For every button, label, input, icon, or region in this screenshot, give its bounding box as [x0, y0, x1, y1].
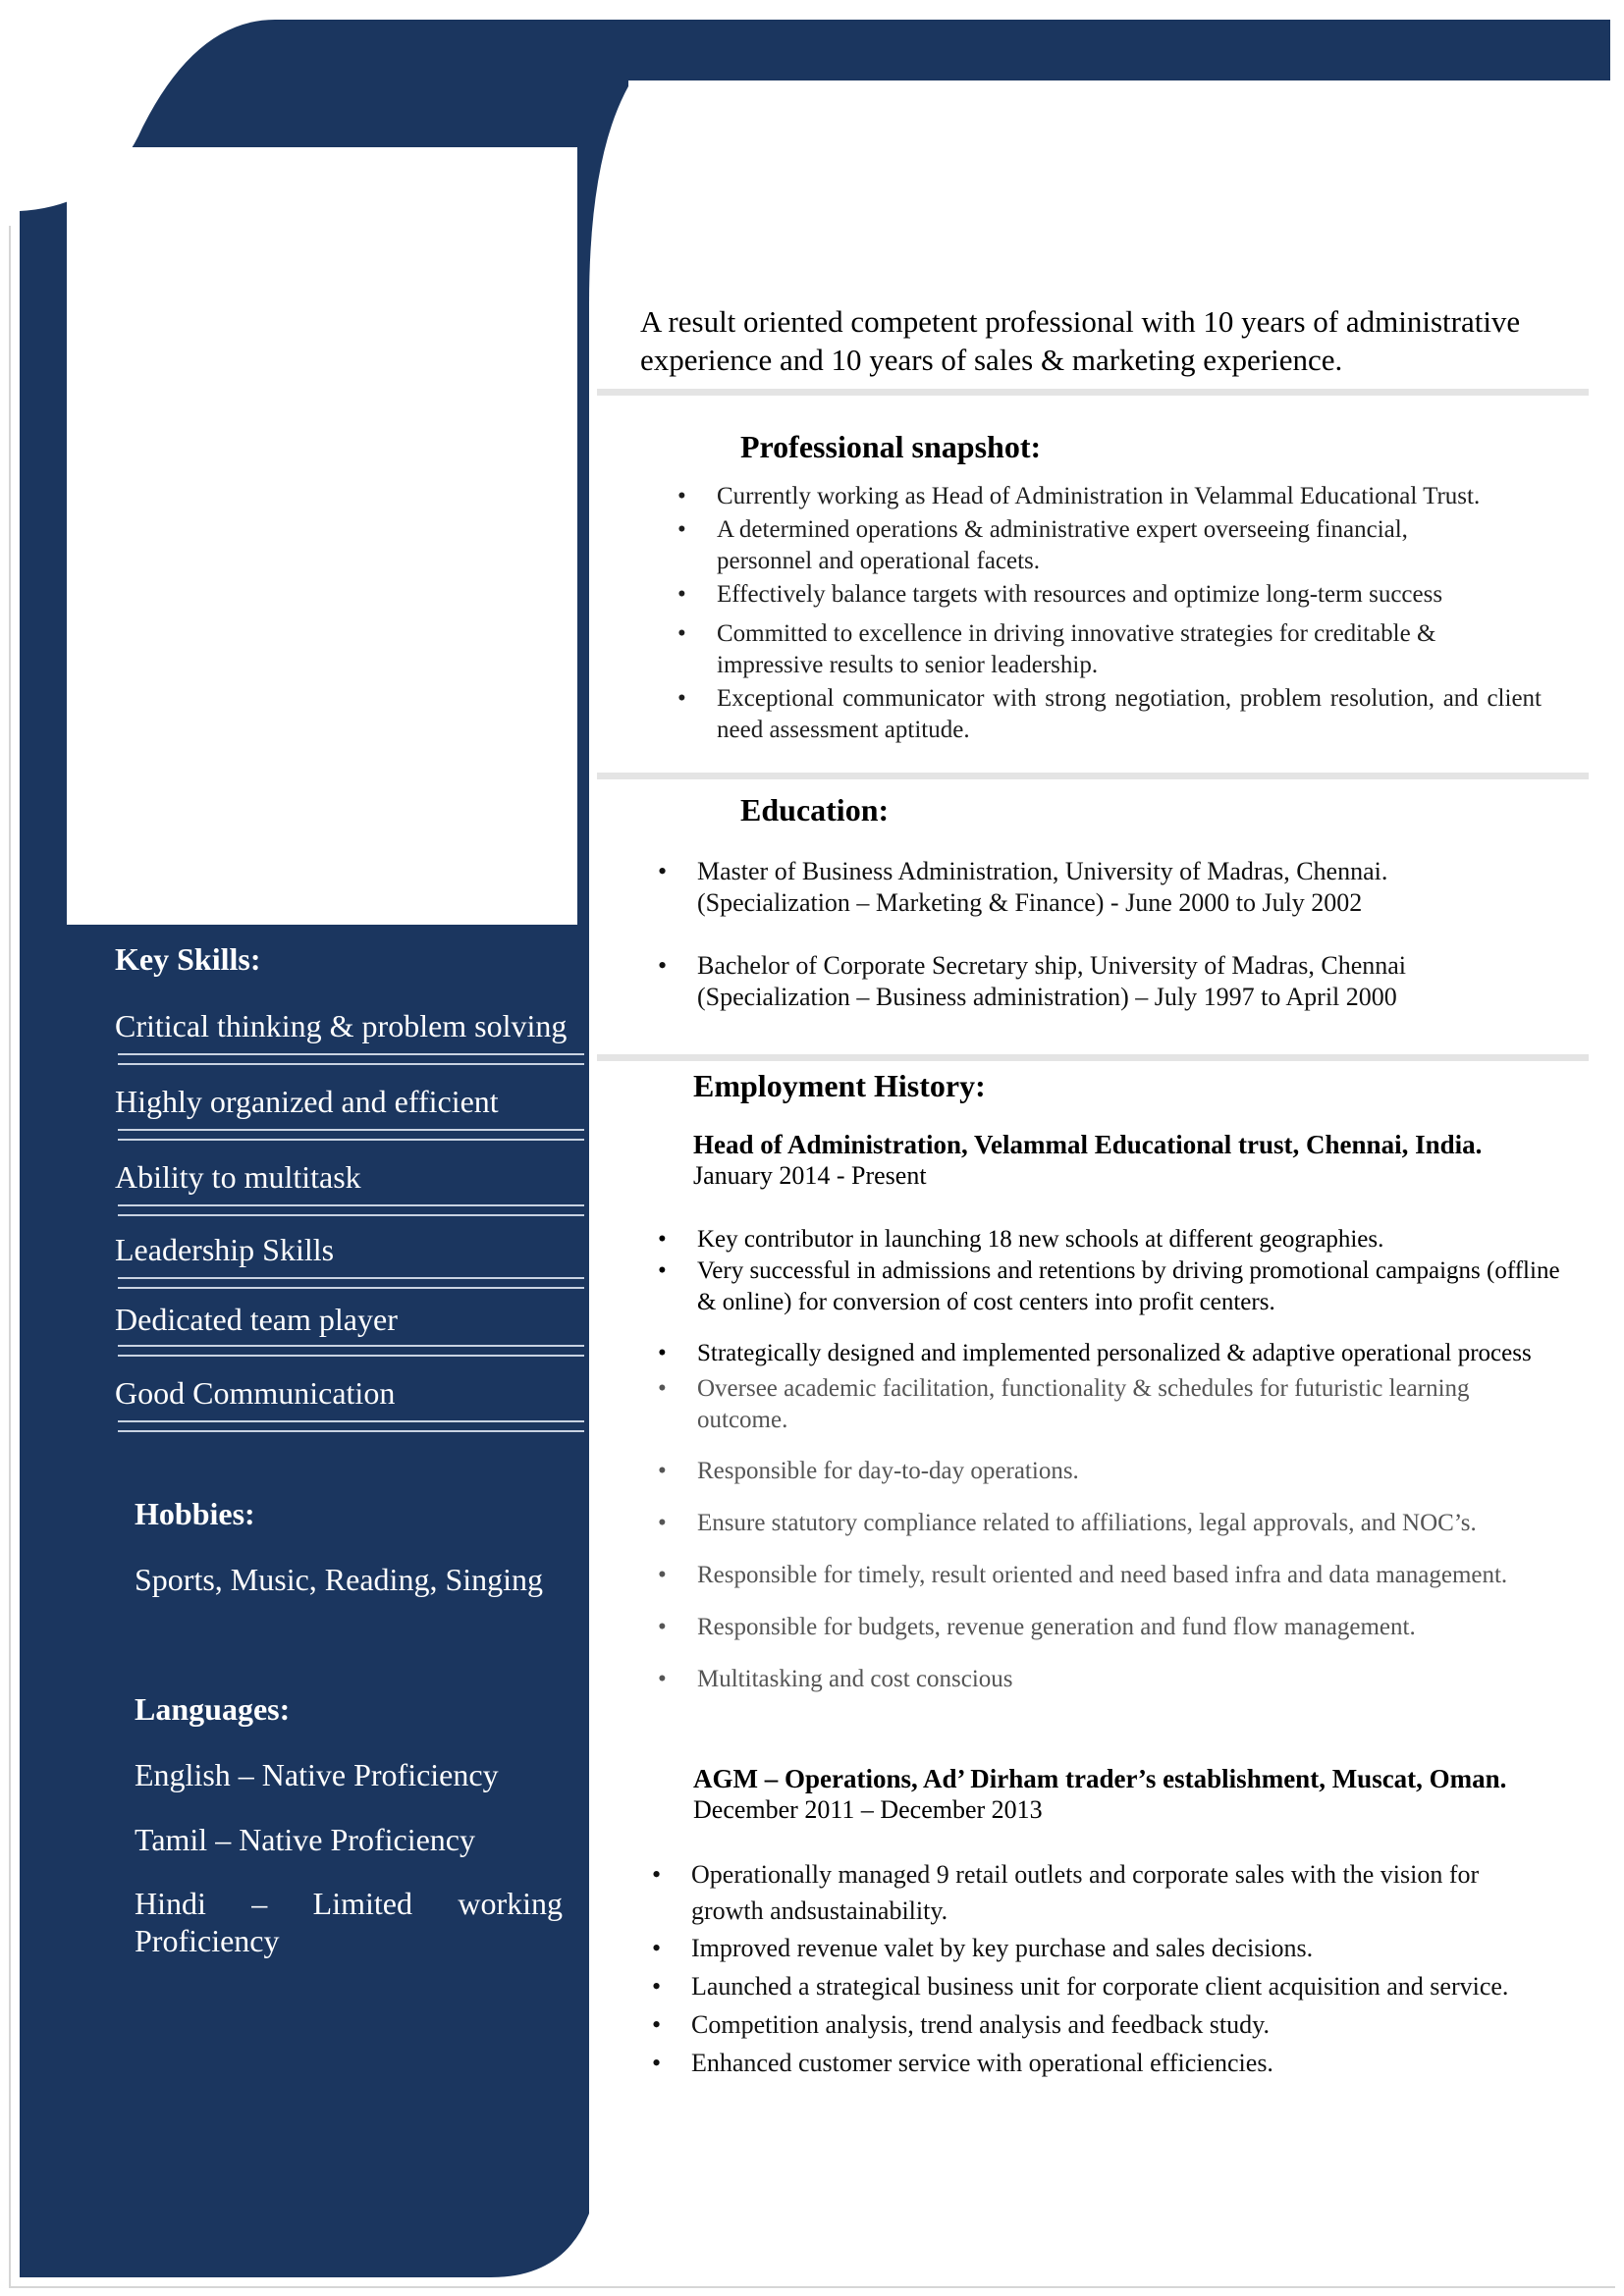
job-duty: • Oversee academic facilitation, functionality & schedules for futuristic learning outcome. — [658, 1373, 1600, 1436]
job-duty: • Operationally managed 9 retail outlets and corporate sales with the vision for growth andsustainability. — [652, 1856, 1585, 1929]
skill-divider — [118, 1204, 584, 1216]
education-heading: Education: — [740, 792, 890, 828]
job-duty: • Multitasking and cost conscious — [658, 1664, 1600, 1695]
job-duty: • Key contributor in launching 18 new schools at different geographies. — [658, 1224, 1600, 1255]
skill-item: Leadership Skills — [115, 1232, 335, 1267]
language-item: Tamil – Native Proficiency — [135, 1822, 475, 1857]
snapshot-item: • A determined operations & administrative expert overseeing financial, personnel and operational facets. — [677, 514, 1463, 577]
job-duties-list — [652, 1856, 1585, 2082]
job-title: AGM – Operations, Ad’ Dirham trader’s establishment, Muscat, Oman. — [693, 1764, 1507, 1793]
hobbies-heading: Hobbies: — [135, 1496, 255, 1531]
job-duty: • Launched a strategical business unit for corporate client acquisition and service. — [652, 1967, 1585, 2005]
job-dates: January 2014 - Present — [693, 1161, 927, 1190]
divider-summary — [597, 389, 1589, 396]
education-item: • Bachelor of Corporate Secretary ship, University of Madras, Chennai (Specialization – Business administration) – July 1997 to April 2000 — [658, 950, 1522, 1013]
job-duty: • Ensure statutory compliance related to affiliations, legal approvals, and NOC’s. — [658, 1508, 1600, 1539]
job-title: Head of Administration, Velammal Educational trust, Chennai, India. — [693, 1130, 1483, 1159]
skill-divider — [118, 1345, 584, 1357]
snapshot-item: • Effectively balance targets with resources and optimize long-term success — [677, 579, 1542, 611]
skill-item: Critical thinking & problem solving — [115, 1008, 568, 1043]
photo-placeholder — [67, 147, 577, 925]
job-duty: • Responsible for timely, result oriented and need based infra and data management. — [658, 1560, 1600, 1591]
job-duty: • Responsible for budgets, revenue generation and fund flow management. — [658, 1612, 1600, 1643]
job-duties-list — [658, 1224, 1600, 1695]
snapshot-item: • Exceptional communicator with strong negotiation, problem resolution, and client need assessment aptitude. — [677, 683, 1542, 746]
skill-divider — [118, 1420, 584, 1432]
skill-item: Highly organized and efficient — [115, 1084, 499, 1119]
skill-item: Dedicated team player — [115, 1302, 398, 1337]
job-duty: • Improved revenue valet by key purchase and sales decisions. — [652, 1929, 1585, 1967]
skill-item: Ability to multitask — [115, 1159, 361, 1195]
hobbies-text: Sports, Music, Reading, Singing — [135, 1562, 544, 1597]
education-item: • Master of Business Administration, University of Madras, Chennai. (Specialization – Marketing & Finance) - June 2000 to July 2002 — [658, 856, 1522, 919]
snapshot-list — [677, 481, 1542, 746]
skills-heading: Key Skills: — [115, 941, 261, 977]
snapshot-heading: Professional snapshot: — [740, 429, 1042, 464]
language-item: English – Native Proficiency — [135, 1757, 499, 1792]
skill-item: Good Communication — [115, 1375, 396, 1411]
skill-divider — [118, 1277, 584, 1289]
skill-divider — [118, 1053, 584, 1065]
language-item: Hindi – Limited working Proficiency — [135, 1886, 563, 1958]
employment-heading: Employment History: — [693, 1068, 986, 1103]
languages-heading: Languages: — [135, 1691, 291, 1727]
snapshot-item: • Currently working as Head of Administration in Velammal Educational Trust. — [677, 481, 1542, 512]
divider-education — [597, 1054, 1589, 1061]
job-duty: • Competition analysis, trend analysis and feedback study. — [652, 2005, 1585, 2044]
divider-snapshot — [597, 773, 1589, 779]
job-duty: • Responsible for day-to-day operations. — [658, 1456, 1600, 1487]
skill-divider — [118, 1129, 584, 1141]
job-duty: • Enhanced customer service with operational efficiencies. — [652, 2044, 1585, 2082]
job-duty: • Strategically designed and implemented personalized & adaptive operational process — [658, 1338, 1600, 1369]
job-dates: December 2011 – December 2013 — [693, 1795, 1043, 1824]
education-list — [658, 856, 1522, 1013]
summary-text: A result oriented competent professional with 10 years of administrative experience and 10 years of sales & marketing experience. — [640, 304, 1521, 377]
snapshot-item: • Committed to excellence in driving innovative strategies for creditable & impressive results to senior leadership. — [677, 618, 1463, 681]
job-duty: • Very successful in admissions and retentions by driving promotional campaigns (offline & online) for conversion of cost centers into profit centers. — [658, 1255, 1600, 1318]
